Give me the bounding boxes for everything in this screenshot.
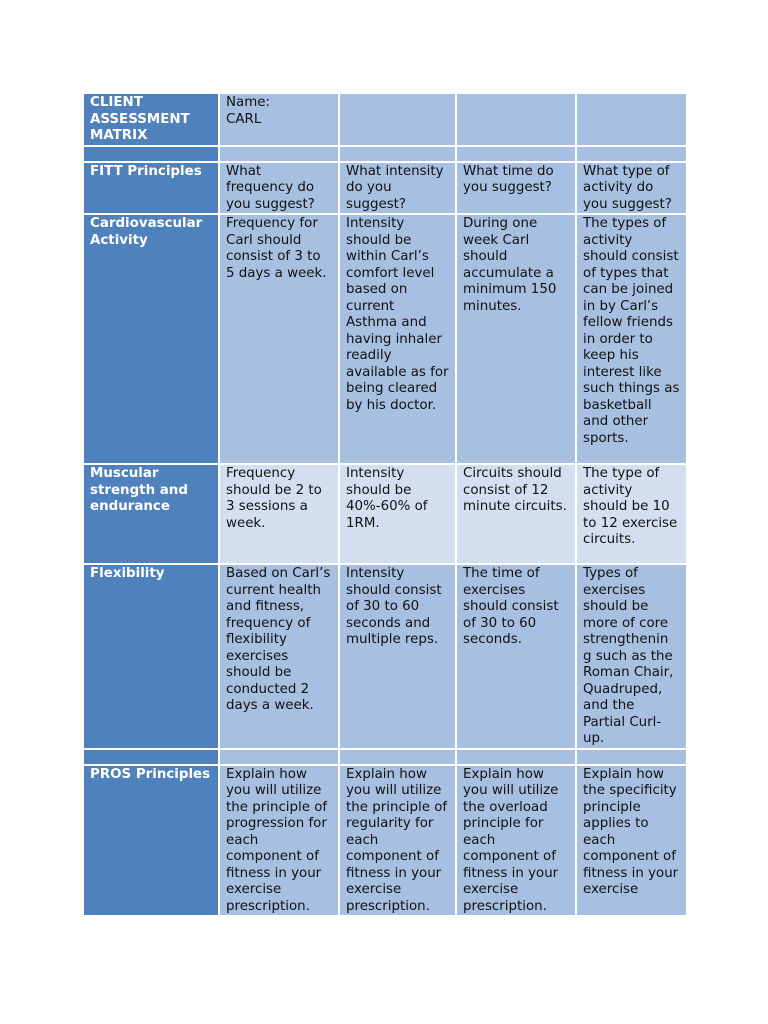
muscular-row <box>83 464 687 564</box>
spacer-cell <box>83 146 219 162</box>
matrix-cell: What intensity do you suggest? <box>339 162 456 215</box>
name-value: CARL <box>226 111 262 127</box>
matrix-cell: Types of exercises should be more of core strengthenin g such as the Roman Chair, Quadruped, and the Partial Curl-up. <box>576 564 687 749</box>
spacer-cell <box>456 749 576 765</box>
spacer-row <box>83 146 687 162</box>
matrix-cell: Explain how you will utilize the overload principle for each component of fitness in your exercise prescription. <box>456 765 576 917</box>
spacer-cell <box>219 749 339 765</box>
matrix-cell: Frequency should be 2 to 3 sessions a week. <box>219 464 339 564</box>
matrix-cell: Circuits should consist of 12 minute circuits. <box>456 464 576 564</box>
spacer-cell <box>339 146 456 162</box>
spacer-cell <box>219 146 339 162</box>
matrix-cell: Based on Carl’s current health and fitness, frequency of flexibility exercises should be conducted 2 days a week. <box>219 564 339 749</box>
matrix-cell: What type of activity do you suggest? <box>576 162 687 215</box>
pros-principles-row <box>83 765 687 917</box>
spacer-cell <box>456 146 576 162</box>
spacer-cell <box>576 749 687 765</box>
matrix-cell: What time do you suggest? <box>456 162 576 215</box>
spacer-cell <box>339 749 456 765</box>
matrix-cell: The time of exercises should consist of 30 to 60 seconds. <box>456 564 576 749</box>
matrix-cell: Explain how you will utilize the principle of regularity for each component of fitness in your exercise prescription. <box>339 765 456 917</box>
spacer-cell <box>83 749 219 765</box>
empty-cell <box>576 93 687 146</box>
matrix-cell: The type of activity should be 10 to 12 exercise circuits. <box>576 464 687 564</box>
matrix-cell: Explain how you will utilize the principle of progression for each component of fitness in your exercise prescription. <box>219 765 339 917</box>
matrix-cell: The types of activity should consist of types that can be joined in by Carl’s fellow friends in order to keep his interest like such things as basketball and other sports. <box>576 214 687 464</box>
matrix-cell: What frequency do you suggest? <box>219 162 339 215</box>
row-label: FITT Principles <box>83 162 219 215</box>
matrix-cell: Explain how the specificity principle applies to each component of fitness in your exercise <box>576 765 687 917</box>
matrix-cell: Intensity should be 40%-60% of 1RM. <box>339 464 456 564</box>
spacer-row <box>83 749 687 765</box>
flexibility-row <box>83 564 687 749</box>
empty-cell <box>339 93 456 146</box>
row-label: Flexibility <box>83 564 219 749</box>
client-name-cell <box>219 93 339 146</box>
matrix-cell: Frequency for Carl should consist of 3 to 5 days a week. <box>219 214 339 464</box>
matrix-cell: Intensity should consist of 30 to 60 seconds and multiple reps. <box>339 564 456 749</box>
row-label: PROS Principles <box>83 765 219 917</box>
row-label: Cardiovascular Activity <box>83 214 219 464</box>
matrix-cell: Intensity should be within Carl’s comfort level based on current Asthma and having inhaler readily available as for being cleared by his doctor. <box>339 214 456 464</box>
cardiovascular-row <box>83 214 687 464</box>
fitt-principles-row <box>83 162 687 215</box>
client-assessment-matrix <box>82 92 688 917</box>
matrix-cell: During one week Carl should accumulate a minimum 150 minutes. <box>456 214 576 464</box>
spacer-cell <box>576 146 687 162</box>
row-label: Muscular strength and endurance <box>83 464 219 564</box>
matrix-title: CLIENT ASSESSMENT MATRIX <box>83 93 219 146</box>
empty-cell <box>456 93 576 146</box>
name-label: Name: <box>226 95 271 110</box>
title-row <box>83 93 687 146</box>
